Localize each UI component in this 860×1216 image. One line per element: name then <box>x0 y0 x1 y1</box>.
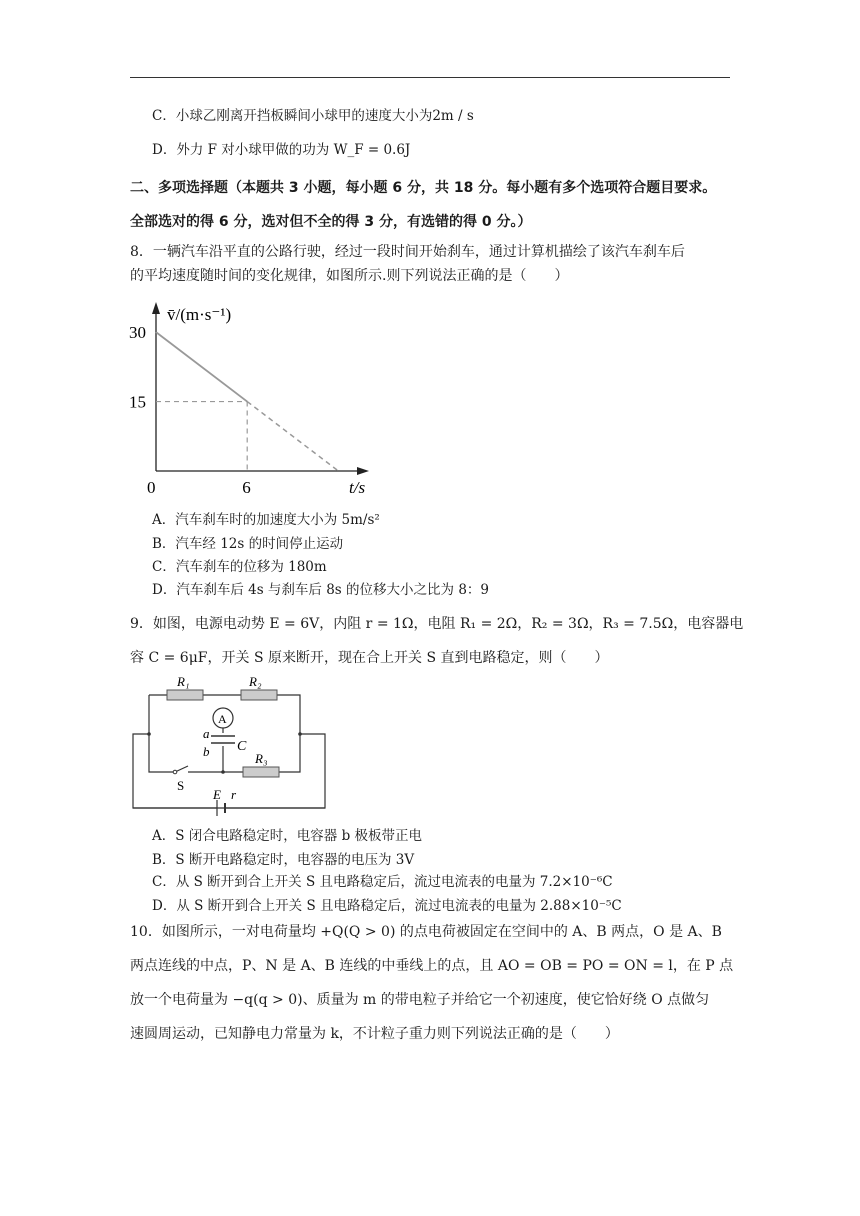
label-r: r <box>231 787 237 802</box>
label-s: S <box>177 778 185 793</box>
q8-option-a: A．汽车刹车时的加速度大小为 5m/s² <box>152 512 380 528</box>
y-tick-30: 30 <box>129 323 146 343</box>
battery-loop <box>133 734 325 808</box>
q10-stem-line2: 两点连线的中点，P、N 是 A、B 连线的中垂线上的点，且 AO = OB = PO = ON = l，在 P 点 <box>130 958 734 974</box>
q9-option-c: C．从 S 断开到合上开关 S 且电路稳定后，流过电流表的电量为 7.2×10⁻⁶C <box>152 874 613 890</box>
r2-resistor <box>241 690 277 700</box>
r3-resistor <box>243 767 279 777</box>
label-r1: R₁ <box>177 674 190 689</box>
solid-data-line <box>156 332 247 401</box>
switch-contact <box>173 770 177 774</box>
label-ammeter: A <box>218 712 227 726</box>
q10-stem-line3: 放一个电荷量为 −q(q > 0)、质量为 m 的带电粒子并给它一个初速度，使它恰好绕 O 点做匀 <box>130 992 710 1008</box>
q10-stem-line1: 10．如图所示，一对电荷量均 +Q(Q > 0) 的点电荷被固定在空间中的 A、B 两点，O 是 A、B <box>130 924 722 940</box>
q8-option-b: B．汽车经 12s 的时间停止运动 <box>152 536 344 552</box>
q8-option-d: D．汽车刹车后 4s 与刹车后 8s 的位移大小之比为 8：9 <box>152 582 489 598</box>
q8-stem-line1: 8．一辆汽车沿平直的公路行驶，经过一段时间开始刹车，通过计算机描绘了该汽车刹车后 <box>130 244 685 260</box>
q9-circuit-diagram <box>125 668 335 818</box>
q8-option-c: C．汽车刹车的位移为 180m <box>152 559 327 575</box>
r1-resistor <box>167 690 203 700</box>
junction-dot-left <box>147 732 151 736</box>
y-axis-label: v̄/(m·s⁻¹) <box>167 305 232 324</box>
label-r3: R₃ <box>255 751 268 766</box>
dashed-extension-line <box>247 402 338 471</box>
q8-stem-line2: 的平均速度随时间的变化规律，如图所示.则下列说法正确的是（ ） <box>130 268 569 284</box>
y-axis-arrow-icon <box>152 302 160 314</box>
x-tick-0: 0 <box>147 478 156 497</box>
q9-option-b: B．S 断开电路稳定时，电容器的电压为 3V <box>152 852 415 868</box>
q9-stem-line2: 容 C = 6μF，开关 S 原来断开，现在合上开关 S 直到电路稳定，则（ ） <box>130 650 609 666</box>
q7-option-c: C．小球乙刚离开挡板瞬间小球甲的速度大小为2m / s <box>152 108 474 124</box>
q9-option-a: A．S 闭合电路稳定时，电容器 b 极板带正电 <box>152 828 423 844</box>
junction-dot-right <box>298 732 302 736</box>
q9-stem-line1: 9．如图，电源电动势 E = 6V，内阻 r = 1Ω，电阻 R₁ = 2Ω，R₂ = 3Ω，R₃ = 7.5Ω，电容器电 <box>130 616 744 632</box>
junction-dot-middle <box>221 770 225 774</box>
label-b: b <box>203 744 210 759</box>
section2-heading: 二、多项选择题（本题共 3 小题，每小题 6 分，共 18 分。每小题有多个选项符合题目要求。 <box>130 180 717 196</box>
q7-option-d: D．外力 F 对小球甲做的功为 W_F = 0.6J <box>152 142 411 158</box>
header-rule <box>130 77 730 78</box>
q8-velocity-time-graph <box>125 296 385 506</box>
middle-wire <box>149 695 300 772</box>
label-a: a <box>203 726 210 741</box>
label-c: C <box>237 739 247 754</box>
q9-option-d: D．从 S 断开到合上开关 S 且电路稳定后，流过电流表的电量为 2.88×10⁻⁵C <box>152 898 622 914</box>
q10-stem-line4: 速圆周运动，已知静电力常量为 k，不计粒子重力则下列说法正确的是（ ） <box>130 1026 619 1042</box>
x-axis-label: t/s <box>349 478 366 497</box>
label-e: E <box>213 787 221 802</box>
x-tick-6: 6 <box>242 478 251 497</box>
x-axis-arrow-icon <box>357 467 369 475</box>
y-tick-15: 15 <box>129 392 146 412</box>
label-r2: R₂ <box>249 674 262 689</box>
section2-instructions: 全部选对的得 6 分，选对但不全的得 3 分，有选错的得 0 分。） <box>130 214 532 230</box>
